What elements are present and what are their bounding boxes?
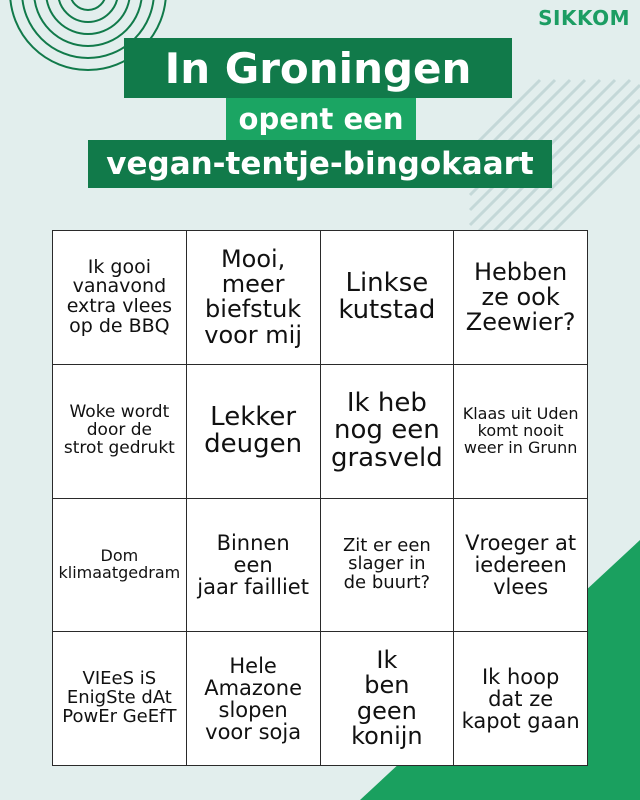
- bingo-cell: Mooi, meer biefstuk voor mij: [187, 231, 321, 365]
- bingo-cell: Ik heb nog een grasveld: [321, 365, 455, 499]
- bingo-cell: VIEeS iS EnigSte dAt PowEr GeEfT: [53, 632, 187, 766]
- bingo-cell: Ik gooi vanavond extra vlees op de BBQ: [53, 231, 187, 365]
- title-line-2: opent een: [226, 98, 416, 140]
- bingo-cell: Dom klimaatgedram: [53, 499, 187, 633]
- bingo-cell: Lekker deugen: [187, 365, 321, 499]
- bingo-cell: Vroeger at iedereen vlees: [454, 499, 588, 633]
- bingo-cell: Hebben ze ook Zeewier?: [454, 231, 588, 365]
- bingo-card: [52, 230, 588, 766]
- title-line-3: vegan-tentje-bingokaart: [88, 140, 552, 188]
- bingo-cell: Ik ben geen konijn: [321, 632, 455, 766]
- bingo-cell: Ik hoop dat ze kapot gaan: [454, 632, 588, 766]
- bingo-cell: Klaas uit Uden komt nooit weer in Grunn: [454, 365, 588, 499]
- bingo-cell: Woke wordt door de strot gedrukt: [53, 365, 187, 499]
- bingo-cell: Zit er een slager in de buurt?: [321, 499, 455, 633]
- bingo-cell: Linkse kutstad: [321, 231, 455, 365]
- brand-logo: SIKKOM: [538, 6, 630, 30]
- bingo-cell: Hele Amazone slopen voor soja: [187, 632, 321, 766]
- bingo-cell: Binnen een jaar failliet: [187, 499, 321, 633]
- title-line-1: In Groningen: [124, 38, 512, 98]
